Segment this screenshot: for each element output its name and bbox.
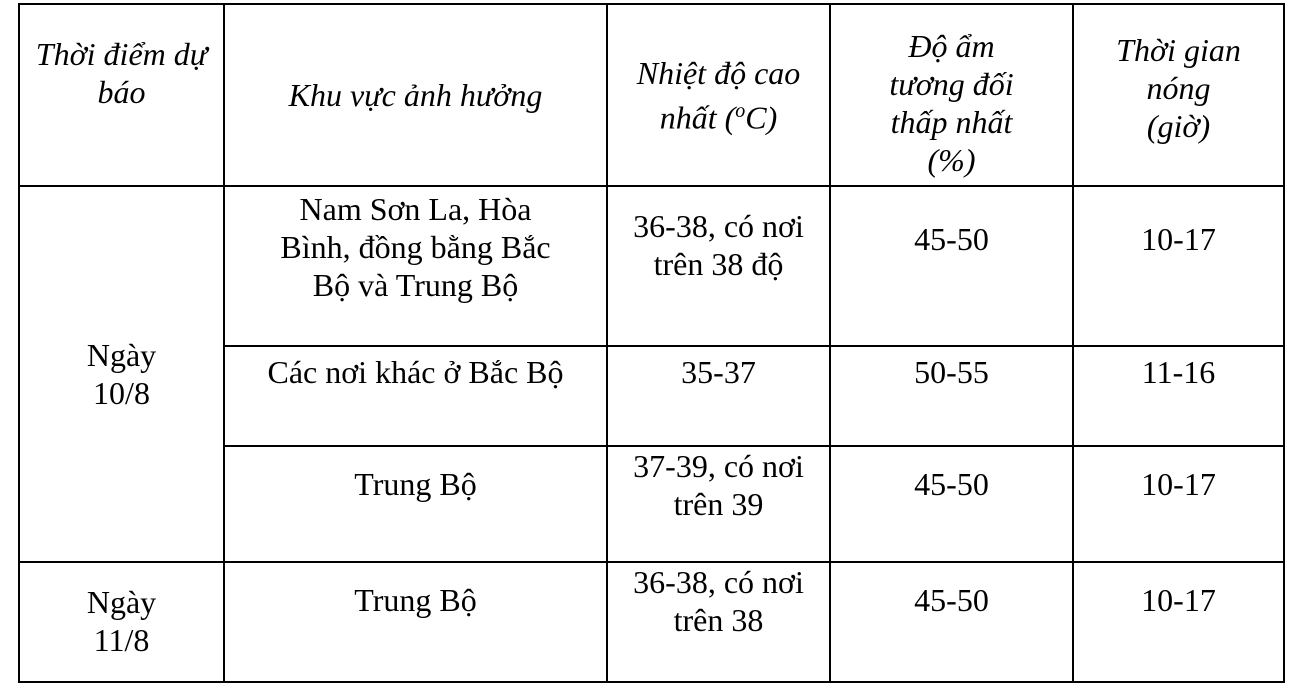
region-cell: Nam Sơn La, Hòa Bình, đồng bằng Bắc Bộ và Trung Bộ	[224, 186, 607, 346]
region-cell: Trung Bộ	[224, 446, 607, 562]
header-row	[19, 4, 1284, 186]
header-forecast-time: Thời điểm dự báo	[19, 4, 224, 186]
humidity-cell: 45-50	[830, 446, 1073, 562]
humidity-cell: 45-50	[830, 562, 1073, 682]
temperature-cell: 35-37	[607, 346, 830, 446]
region-cell: Trung Bộ	[224, 562, 607, 682]
date-cell: Ngày 11/8	[19, 562, 224, 682]
hours-cell: 11-16	[1073, 346, 1284, 446]
temperature-cell: 36-38, có nơi trên 38	[607, 562, 830, 682]
temperature-cell: 36-38, có nơi trên 38 độ	[607, 186, 830, 346]
region-cell: Các nơi khác ở Bắc Bộ	[224, 346, 607, 446]
hours-cell: 10-17	[1073, 186, 1284, 346]
forecast-table	[18, 3, 1285, 683]
table-row	[19, 186, 1284, 346]
header-hot-hours: Thời gian nóng (giờ)	[1073, 4, 1284, 186]
header-min-humidity: Độ ẩm tương đối thấp nhất (%)	[830, 4, 1073, 186]
header-max-temperature: Nhiệt độ cao nhất ($^o$C)	[607, 4, 830, 186]
header-affected-area: Khu vực ảnh hưởng	[224, 4, 607, 186]
hours-cell: 10-17	[1073, 562, 1284, 682]
temperature-cell: 37-39, có nơi trên 39	[607, 446, 830, 562]
humidity-cell: 50-55	[830, 346, 1073, 446]
table-row	[19, 562, 1284, 682]
degree-superscript: o	[735, 99, 746, 122]
humidity-cell: 45-50	[830, 186, 1073, 346]
date-cell: Ngày 10/8	[19, 186, 224, 562]
hours-cell: 10-17	[1073, 446, 1284, 562]
